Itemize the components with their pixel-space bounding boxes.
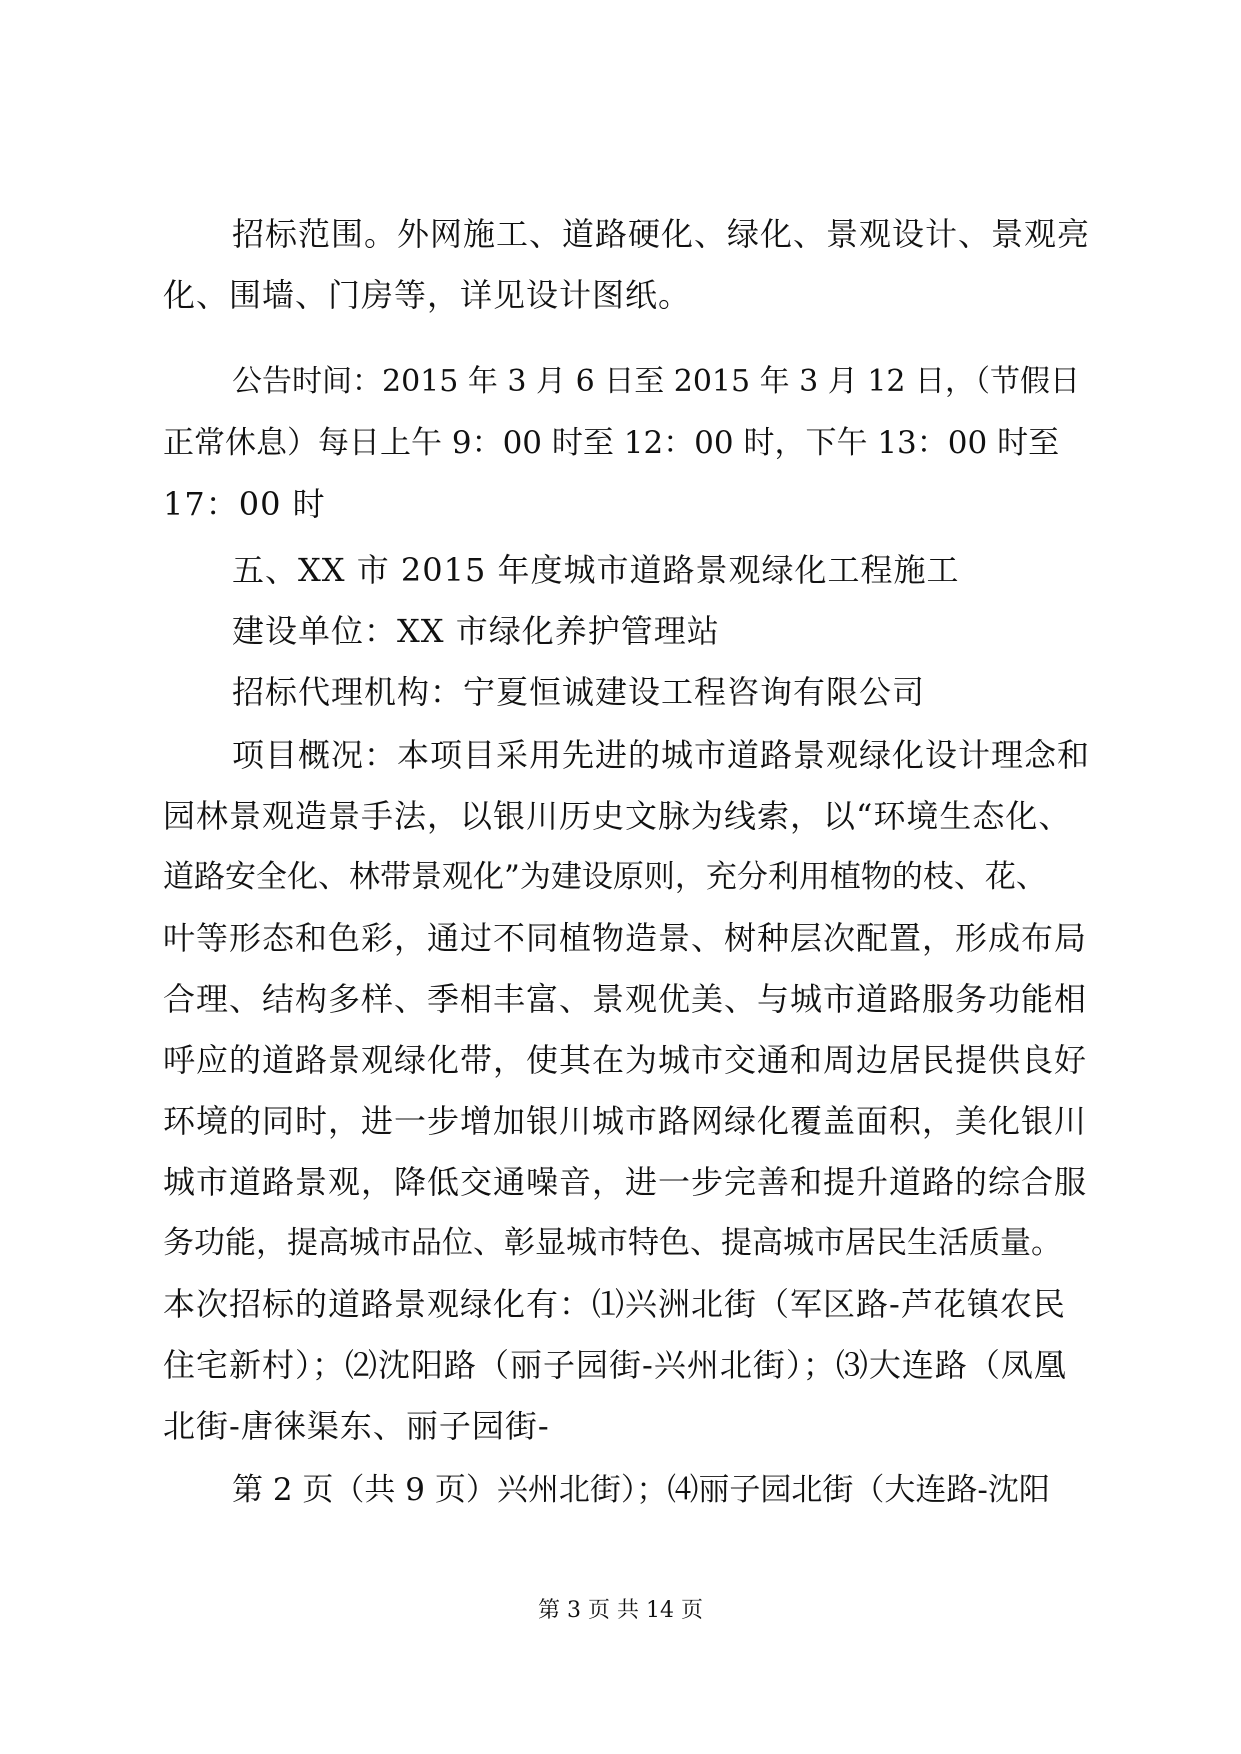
text-line: 北街-唐徕渠东、丽子园街- [163, 1407, 550, 1445]
text-line: 项目概况：本项目采用先进的城市道路景观绿化设计理念和 [232, 736, 1091, 774]
text-line: 城市道路景观，降低交通噪音，进一步完善和提升道路的综合服 [163, 1163, 1088, 1201]
section-heading: 五、XX 市 2015 年度城市道路景观绿化工程施工 [232, 551, 960, 589]
text-line: 正常休息）每日上午 9：00 时至 12：00 时，下午 13：00 时至 [163, 425, 1060, 461]
text-line: 务功能，提高城市品位、彰显城市特色、提高城市居民生活质量。 [163, 1225, 1062, 1261]
text-line: 第 2 页（共 9 页）兴州北街）；⑷丽子园北街（大连路-沈阳 [232, 1472, 1050, 1508]
text-line: 招标范围。外网施工、道路硬化、绿化、景观设计、景观亮 [232, 215, 1091, 253]
text-line: 招标代理机构：宁夏恒诚建设工程咨询有限公司 [232, 673, 926, 711]
page-footer: 第 3 页 共 14 页 [538, 1598, 703, 1623]
text-line: 叶等形态和色彩，通过不同植物造景、树种层次配置，形成布局 [163, 919, 1088, 957]
text-line: 住宅新村）；⑵沈阳路（丽子园街-兴州北街）；⑶大连路（凤凰 [163, 1346, 1067, 1384]
text-line: 园林景观造景手法，以银川历史文脉为线索，以“环境生态化、 [163, 797, 1072, 835]
text-line: 本次招标的道路景观绿化有：⑴兴洲北街（军区路-芦花镇农民 [163, 1285, 1066, 1323]
text-line: 建设单位：XX 市绿化养护管理站 [232, 612, 720, 650]
text-line: 化、围墙、门房等，详见设计图纸。 [163, 276, 692, 314]
text-line: 合理、结构多样、季相丰富、景观优美、与城市道路服务功能相 [163, 980, 1088, 1018]
text-line: 环境的同时，进一步增加银川城市路网绿化覆盖面积，美化银川 [163, 1102, 1088, 1140]
text-line: 17：00 时 [163, 485, 326, 523]
text-line: 道路安全化、林带景观化”为建设原则，充分利用植物的枝、花、 [163, 859, 1047, 895]
text-line: 公告时间：2015 年 3 月 6 日至 2015 年 3 月 12 日，（节假日 [232, 364, 1081, 399]
text-line: 呼应的道路景观绿化带，使其在为城市交通和周边居民提供良好 [163, 1041, 1088, 1079]
